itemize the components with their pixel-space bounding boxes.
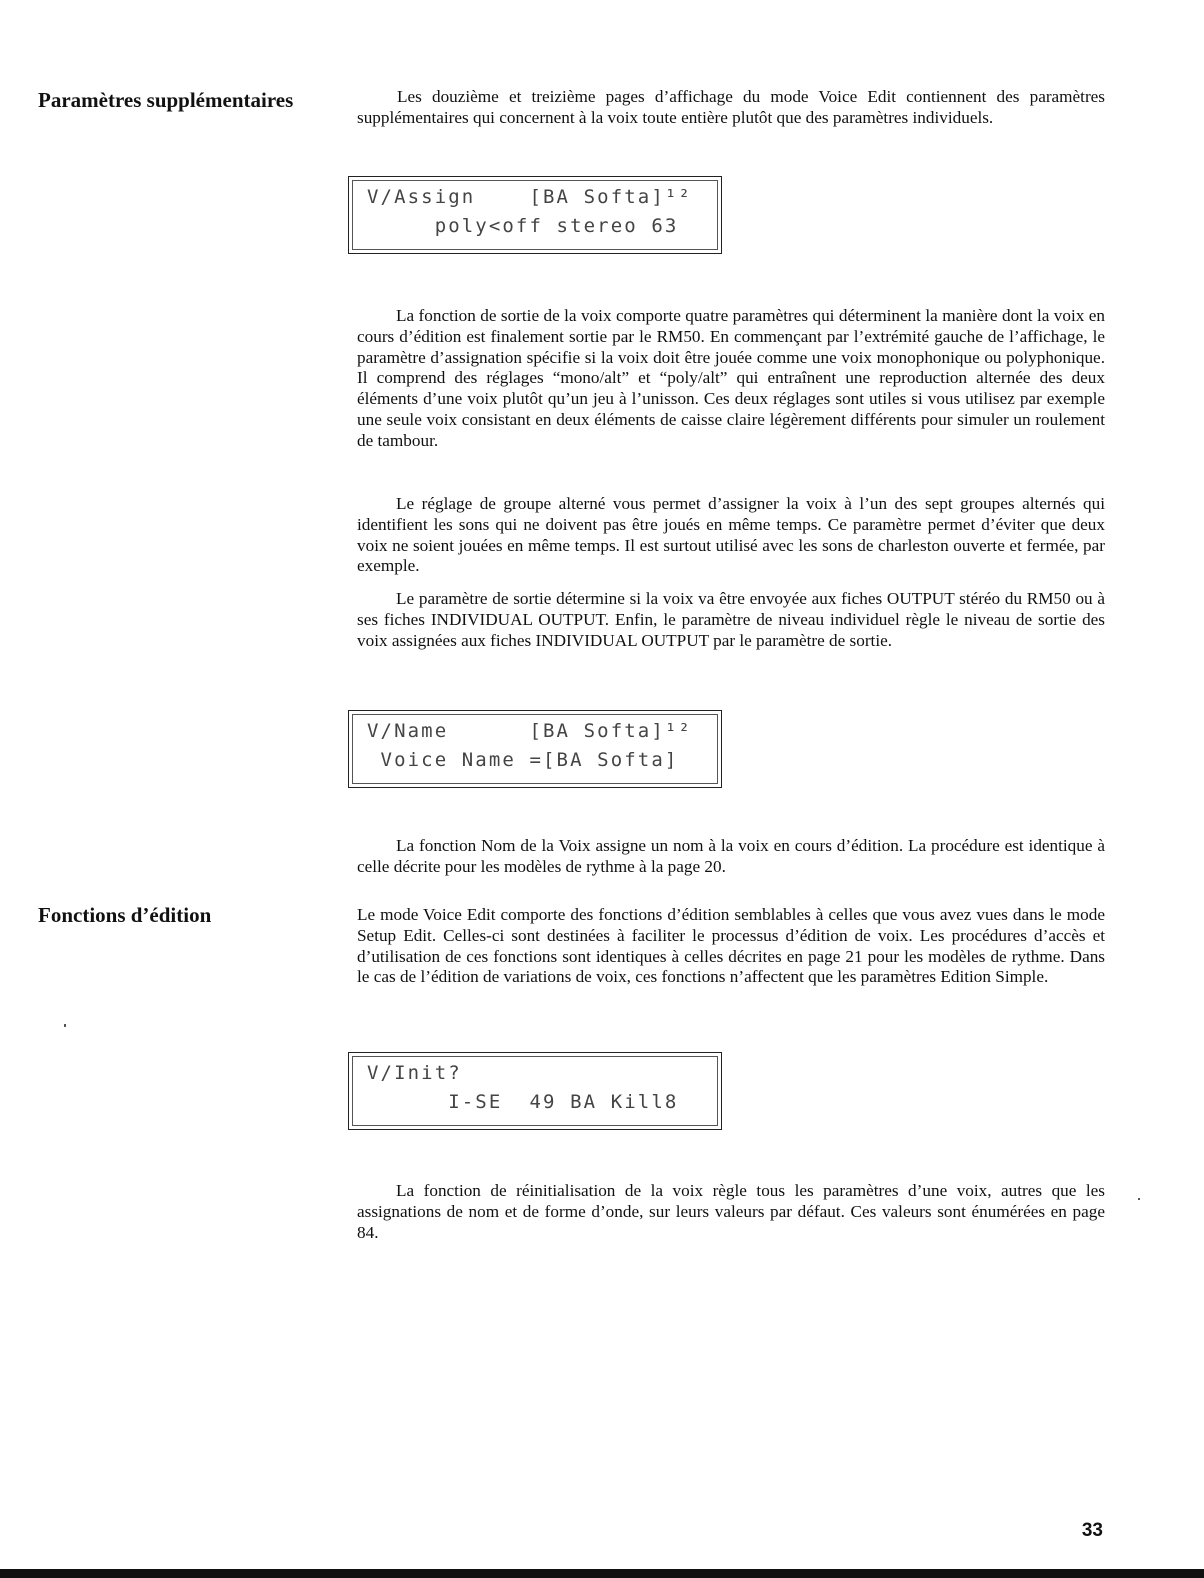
scan-speck bbox=[64, 1024, 66, 1027]
scan-speck bbox=[1138, 1198, 1140, 1200]
lcd-display-voice-name bbox=[348, 710, 722, 788]
section-heading-editing-functions: Fonctions d’édition bbox=[38, 903, 212, 927]
lcd-display-init bbox=[348, 1052, 722, 1130]
lcd-line-2: poly<off stereo 63 bbox=[367, 215, 679, 237]
lcd-line-2: Voice Name =[BA Softa] bbox=[367, 749, 679, 771]
lcd-display-assign bbox=[348, 176, 722, 254]
paragraph-voice-name: La fonction Nom de la Voix assigne un nom à la voix en cours d’édition. La procédure est identique à celle décrite pour les modèles de rythme à la page 20. bbox=[357, 836, 1105, 876]
lcd-line-2: I-SE 49 BA Kill8 bbox=[367, 1091, 679, 1113]
lcd-line-1: V/Name [BA Softa]¹² bbox=[367, 720, 692, 742]
paragraph-alternate-group: Le réglage de groupe alterné vous permet d’assigner la voix à l’un des sept groupes alternés qui identifient les sons qui ne doivent pas être joués en même temps. Ce paramètre permet d’éviter que deux voix ne soient jouées en même temps. Il est surtout utilisé avec les sons de charleston ouverte et fermée, par exemple. bbox=[357, 494, 1105, 576]
page-number: 33 bbox=[1081, 1520, 1103, 1541]
lcd-line-1: V/Assign [BA Softa]¹² bbox=[367, 186, 692, 208]
lcd-line-1: V/Init? bbox=[367, 1062, 462, 1084]
paragraph-editing-functions: Le mode Voice Edit comporte des fonctions d’édition semblables à celles que vous avez vues dans le mode Setup Edit. Celles-ci sont destinées à faciliter le processus d’édition de voix. Les procédures d’accès et d’utilisation de ces fonctions sont identiques à celles décrites en page 21 pour les modèles de rythme. Dans le cas de l’édition de variations de voix, ces fonctions n’affectent que les paramètres Edition Simple. bbox=[357, 905, 1105, 987]
paragraph-voice-init: La fonction de réinitialisation de la voix règle tous les paramètres d’une voix, autres que les assignations de nom et de forme d’onde, sur leurs valeurs par défaut. Ces valeurs sont énumérées en page 84. bbox=[357, 1181, 1105, 1242]
bottom-edge-rule bbox=[0, 1569, 1204, 1578]
section-heading-extra-parameters: Paramètres supplémentaires bbox=[38, 88, 294, 112]
paragraph-output-parameter: Le paramètre de sortie détermine si la voix va être envoyée aux fiches OUTPUT stéréo du RM50 ou à ses fiches INDIVIDUAL OUTPUT. Enfin, le paramètre de niveau individuel règle le niveau de sortie des voix assignées aux fiches INDIVIDUAL OUTPUT par le paramètre de sortie. bbox=[357, 589, 1105, 650]
paragraph-output-function: La fonction de sortie de la voix comporte quatre paramètres qui déterminent la manière dont la voix en cours d’édition est finalement sortie par le RM50. En commençant par l’extrémité gauche de l’affichage, le paramètre d’assignation spécifie si la voix doit être jouée comme une voix monophonique ou polyphonique. Il comprend des réglages “mono/alt” et “poly/alt” qui entraînent une reproduction alternée des deux éléments d’une voix plutôt qu’un jeu à l’unisson. Ces deux réglages sont utiles si vous utilisez par exemple une seule voix consistant en deux éléments de caisse claire légèrement différents pour simuler un roulement de tambour. bbox=[357, 306, 1105, 450]
paragraph-intro: Les douzième et treizième pages d’affichage du mode Voice Edit contiennent des paramètres supplémentaires qui concernent à la voix toute entière plutôt que des paramètres individuels. bbox=[357, 87, 1105, 127]
